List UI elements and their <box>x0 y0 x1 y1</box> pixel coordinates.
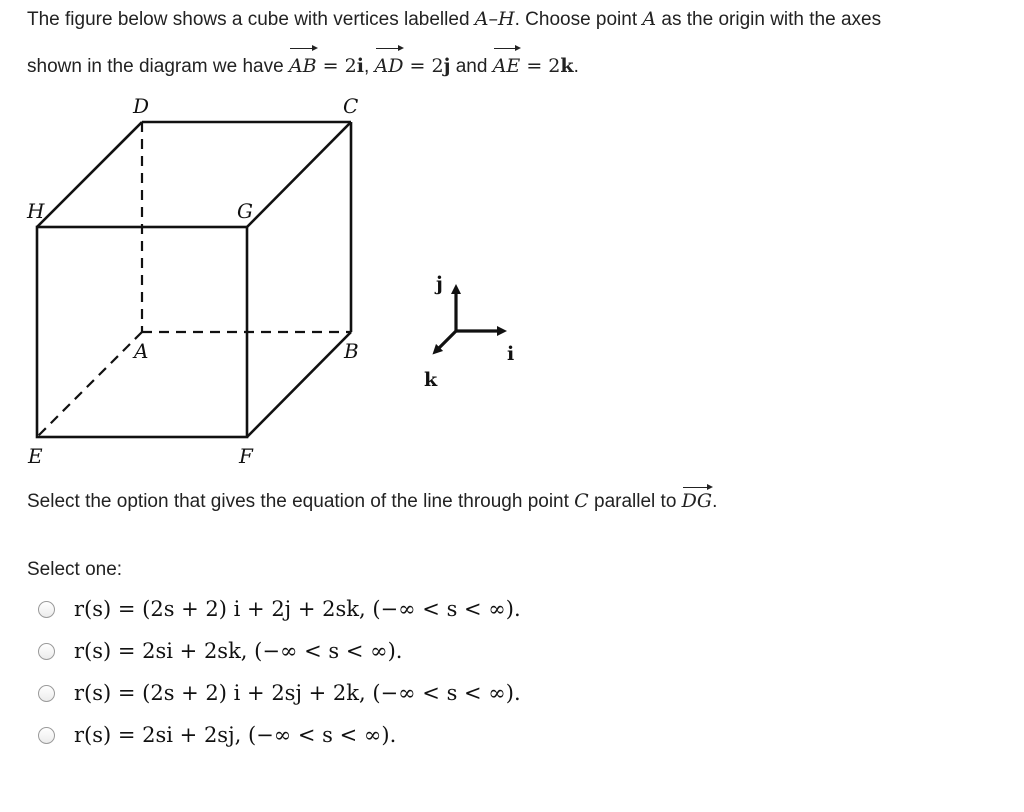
vertex-label-c: C <box>343 94 359 118</box>
intro-line-1 <box>27 4 1007 35</box>
radio-button[interactable] <box>38 643 55 660</box>
question-text-segment: Select the option that gives the equation of the line through point <box>27 491 575 512</box>
answer-option-2[interactable] <box>38 630 521 672</box>
edge-cg <box>247 122 351 227</box>
axis-label-j: j <box>436 273 443 295</box>
select-one-label: Select one: <box>27 559 123 580</box>
question-text <box>27 490 717 513</box>
axis-label-i: i <box>507 343 515 365</box>
equation-part: = 2 <box>520 55 561 77</box>
equation-part: = 2 <box>316 55 357 77</box>
vector-ad: AD <box>375 51 404 82</box>
intro-text-segment: The figure below shows a cube with vertices labelled <box>27 9 475 30</box>
vector-dg: DG <box>681 490 713 512</box>
vertex-label-g: G <box>237 199 253 223</box>
axes-indicator <box>436 289 502 351</box>
edge-ae <box>37 332 142 437</box>
intro-line-2 <box>27 51 1007 82</box>
answer-option-4[interactable] <box>38 714 521 756</box>
vector-ae: AE <box>493 51 521 82</box>
conjunction: and <box>450 56 493 77</box>
vertex-label-h: H <box>27 199 45 223</box>
answer-option-1[interactable] <box>38 588 521 630</box>
axis-label-k: k <box>424 369 438 391</box>
vertex-label-a: A <box>134 339 149 363</box>
edge-bf <box>247 332 351 437</box>
unit-vector-i: i <box>356 55 364 77</box>
answer-option-3[interactable] <box>38 672 521 714</box>
radio-button[interactable] <box>38 727 55 744</box>
axis-k-arrow <box>436 331 456 351</box>
vertex-range: A–H <box>474 8 515 30</box>
period: . <box>573 56 579 77</box>
period: . <box>712 491 718 512</box>
question-point: C <box>574 490 589 512</box>
question-text-segment: parallel to <box>588 491 682 512</box>
intro-text-segment: shown in the diagram we have <box>27 56 289 77</box>
vertex-label-d: D <box>133 94 150 118</box>
answer-option-text: r(s) = (2s + 2) i + 2j + 2sk, (−∞ < s < ∞). <box>74 597 521 621</box>
answer-option-text: r(s) = 2si + 2sj, (−∞ < s < ∞). <box>74 723 397 747</box>
vertex-label-f: F <box>239 444 253 468</box>
radio-button[interactable] <box>38 601 55 618</box>
answer-option-text: r(s) = 2si + 2sk, (−∞ < s < ∞). <box>74 639 403 663</box>
unit-vector-k: k <box>560 55 574 77</box>
vertex-label-e: E <box>28 444 43 468</box>
intro-text-segment: . Choose point <box>514 9 643 30</box>
cube-diagram <box>20 88 540 480</box>
origin-point: A <box>642 8 657 30</box>
radio-button[interactable] <box>38 685 55 702</box>
separator: , <box>363 56 375 77</box>
intro-text-segment: as the origin with the axes <box>656 9 882 30</box>
equation-part: = 2 <box>403 55 444 77</box>
vertex-label-b: B <box>344 339 359 363</box>
unit-vector-j: j <box>443 55 451 77</box>
answer-option-text: r(s) = (2s + 2) i + 2sj + 2k, (−∞ < s < ∞). <box>74 681 521 705</box>
edge-dh <box>37 122 142 227</box>
intro-text <box>27 4 1007 82</box>
vector-ab: AB <box>289 51 317 82</box>
visible-edges <box>37 122 351 437</box>
answer-options <box>38 588 521 756</box>
